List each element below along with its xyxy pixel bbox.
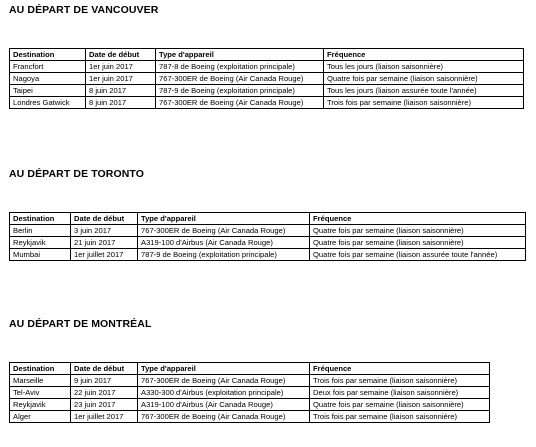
header-destination: Destination <box>10 49 86 61</box>
header-aircraft-type: Type d'appareil <box>156 49 324 61</box>
cell-destination: Francfort <box>10 61 86 73</box>
table-row <box>10 61 524 73</box>
cell-start-date: 1er juillet 2017 <box>71 249 138 261</box>
cell-destination: Reykjavik <box>10 237 71 249</box>
header-frequency: Fréquence <box>310 363 490 375</box>
cell-start-date: 21 juin 2017 <box>71 237 138 249</box>
cell-aircraft-type: 767-300ER de Boeing (Air Canada Rouge) <box>138 225 310 237</box>
cell-destination: Mumbai <box>10 249 71 261</box>
header-destination: Destination <box>10 363 71 375</box>
cell-frequency: Trois fois par semaine (liaison saisonnière) <box>310 411 490 423</box>
cell-start-date: 9 juin 2017 <box>71 375 138 387</box>
cell-start-date: 8 juin 2017 <box>86 85 156 97</box>
cell-frequency: Trois fois par semaine (liaison saisonnière) <box>310 375 490 387</box>
cell-destination: Tel-Aviv <box>10 387 71 399</box>
cell-start-date: 8 juin 2017 <box>86 97 156 109</box>
table-row <box>10 399 490 411</box>
cell-aircraft-type: 787-8 de Boeing (exploitation principale) <box>156 61 324 73</box>
cell-aircraft-type: A319-100 d'Airbus (Air Canada Rouge) <box>138 237 310 249</box>
cell-frequency: Trois fois par semaine (liaison saisonnière) <box>324 97 524 109</box>
table-row <box>10 237 526 249</box>
header-frequency: Fréquence <box>310 213 526 225</box>
cell-start-date: 1er juin 2017 <box>86 61 156 73</box>
cell-destination: Nagoya <box>10 73 86 85</box>
cell-start-date: 22 juin 2017 <box>71 387 138 399</box>
header-destination: Destination <box>10 213 71 225</box>
table-row <box>10 375 490 387</box>
table-row <box>10 85 524 97</box>
cell-aircraft-type: 767-300ER de Boeing (Air Canada Rouge) <box>138 411 310 423</box>
cell-destination: Alger <box>10 411 71 423</box>
cell-aircraft-type: A319-100 d'Airbus (Air Canada Rouge) <box>138 399 310 411</box>
cell-aircraft-type: 787-9 de Boeing (exploitation principale) <box>156 85 324 97</box>
header-start-date: Date de début <box>71 363 138 375</box>
cell-frequency: Quatre fois par semaine (liaison assurée toute l'année) <box>310 249 526 261</box>
cell-aircraft-type: 767-300ER de Boeing (Air Canada Rouge) <box>138 375 310 387</box>
table-row <box>10 97 524 109</box>
cell-frequency: Quatre fois par semaine (liaison saisonnière) <box>310 399 490 411</box>
table-header-row <box>10 213 526 225</box>
table-row <box>10 225 526 237</box>
table-header-row <box>10 49 524 61</box>
cell-frequency: Deux fois par semaine (liaison saisonnière) <box>310 387 490 399</box>
section-title: AU DÉPART DE MONTRÉAL <box>9 318 152 330</box>
table-row <box>10 387 490 399</box>
cell-frequency: Tous les jours (liaison saisonnière) <box>324 61 524 73</box>
cell-destination: Reykjavik <box>10 399 71 411</box>
schedule-table <box>9 48 524 109</box>
section-title: AU DÉPART DE TORONTO <box>9 168 145 180</box>
header-aircraft-type: Type d'appareil <box>138 213 310 225</box>
cell-frequency: Quatre fois par semaine (liaison saisonnière) <box>324 73 524 85</box>
header-start-date: Date de début <box>86 49 156 61</box>
cell-destination: Taipei <box>10 85 86 97</box>
cell-aircraft-type: 767-300ER de Boeing (Air Canada Rouge) <box>156 97 324 109</box>
table-row <box>10 73 524 85</box>
header-aircraft-type: Type d'appareil <box>138 363 310 375</box>
cell-destination: Londres Gatwick <box>10 97 86 109</box>
cell-start-date: 23 juin 2017 <box>71 399 138 411</box>
schedule-table <box>9 212 526 261</box>
cell-start-date: 1er juillet 2017 <box>71 411 138 423</box>
table-row <box>10 249 526 261</box>
section-title: AU DÉPART DE VANCOUVER <box>9 4 159 16</box>
table-header-row <box>10 363 490 375</box>
cell-aircraft-type: A330-300 d'Airbus (exploitation principale) <box>138 387 310 399</box>
schedule-table <box>9 362 490 423</box>
cell-aircraft-type: 767-300ER de Boeing (Air Canada Rouge) <box>156 73 324 85</box>
cell-start-date: 1er juin 2017 <box>86 73 156 85</box>
header-frequency: Fréquence <box>324 49 524 61</box>
cell-destination: Berlin <box>10 225 71 237</box>
cell-frequency: Tous les jours (liaison assurée toute l'année) <box>324 85 524 97</box>
cell-destination: Marseille <box>10 375 71 387</box>
cell-frequency: Quatre fois par semaine (liaison saisonnière) <box>310 225 526 237</box>
cell-frequency: Quatre fois par semaine (liaison saisonnière) <box>310 237 526 249</box>
cell-aircraft-type: 787-9 de Boeing (exploitation principale) <box>138 249 310 261</box>
header-start-date: Date de début <box>71 213 138 225</box>
table-row <box>10 411 490 423</box>
cell-start-date: 3 juin 2017 <box>71 225 138 237</box>
